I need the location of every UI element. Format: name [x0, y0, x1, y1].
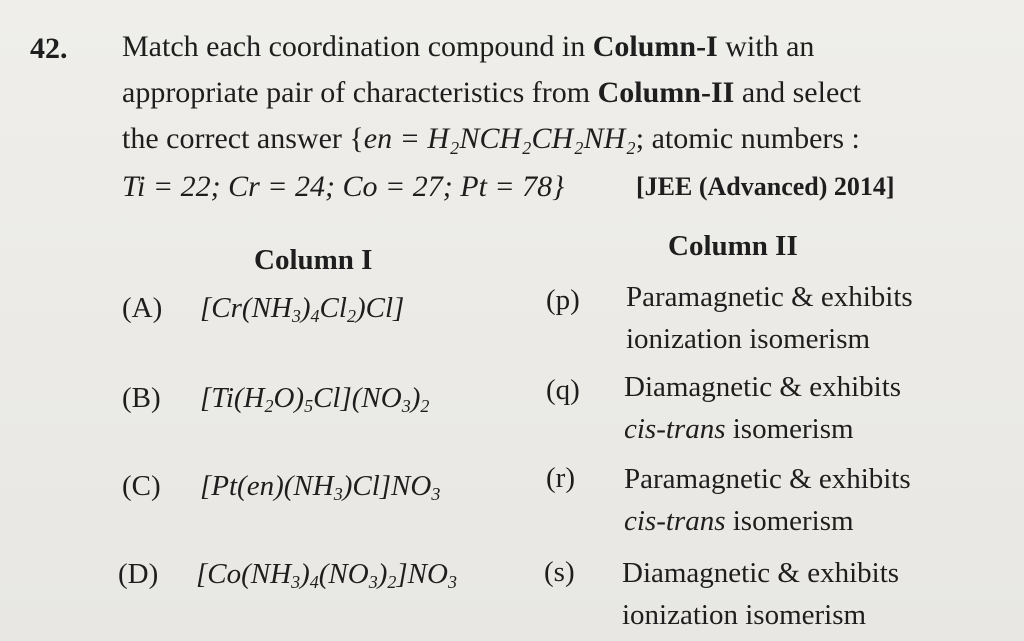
property-italic: cis-trans: [624, 505, 726, 537]
formula-subscript: 4: [309, 572, 319, 592]
formula-part: [Cr(NH: [200, 292, 292, 324]
formula-part: )Cl]NO: [342, 470, 432, 502]
formula-part: (NO: [318, 558, 369, 590]
exam-source: [JEE (Advanced) 2014]: [636, 172, 895, 201]
compound-formula-b: [200, 382, 429, 415]
formula-subscript: 3: [447, 572, 457, 592]
property-s: [622, 552, 899, 636]
compound-label-b: (B): [122, 382, 161, 414]
column-2-ref: Column-II: [597, 76, 735, 109]
question-line-2: [122, 76, 861, 110]
property-text: isomerism: [725, 413, 854, 445]
formula-subscript: 5: [304, 396, 314, 416]
formula-subscript: 2: [264, 396, 274, 416]
formula-subscript: 4: [310, 306, 320, 326]
property-line: Paramagnetic & exhibits: [624, 463, 911, 495]
formula-subscript: 3: [401, 396, 411, 416]
question-text: the correct answer {: [122, 122, 364, 155]
property-italic: cis-trans: [624, 413, 726, 445]
formula-part: ): [377, 558, 388, 590]
property-p: [626, 276, 913, 360]
question-number: 42.: [30, 32, 68, 65]
question-text: appropriate pair of characteristics from: [122, 76, 598, 109]
property-line: Diamagnetic & exhibits: [624, 371, 902, 403]
question-text: with an: [717, 30, 815, 63]
compound-label-d: (D): [118, 558, 159, 590]
property-line: [624, 500, 911, 542]
column-1-ref: Column-I: [592, 30, 718, 63]
property-text: isomerism: [725, 505, 854, 537]
property-text: ionization isomerism: [622, 599, 867, 631]
property-text: ionization isomerism: [626, 323, 871, 355]
formula-subscript: 3: [291, 572, 301, 592]
property-line: [626, 318, 913, 360]
property-q: [624, 366, 901, 450]
formula-subscript: 2: [346, 306, 356, 326]
formula-subscript: 3: [291, 306, 301, 326]
formula-part: [Ti(H: [200, 382, 265, 414]
property-r: [624, 458, 911, 542]
formula-part: [Pt(en)(NH: [200, 470, 334, 502]
property-label-q: (q): [546, 374, 580, 406]
property-line: Diamagnetic & exhibits: [622, 557, 900, 589]
compound-formula-d: [196, 558, 457, 591]
property-label-p: (p): [546, 284, 580, 316]
formula-subscript: 3: [333, 484, 343, 504]
compound-formula-c: [200, 470, 440, 503]
formula-part: ): [300, 292, 311, 324]
formula-subscript: 2: [420, 396, 430, 416]
formula-subscript: 2: [387, 572, 397, 592]
question-text: ; atomic numbers :: [635, 122, 860, 155]
atomic-numbers: Ti = 22; Cr = 24; Co = 27; Pt = 78}: [122, 170, 565, 203]
formula-part: ): [300, 558, 310, 590]
formula-part: [Co(NH: [196, 558, 292, 590]
question-text: and select: [734, 76, 861, 109]
formula-part: ]NO: [396, 558, 448, 590]
compound-label-c: (C): [122, 470, 161, 502]
property-line: Paramagnetic & exhibits: [626, 281, 913, 313]
question-line-3: [122, 122, 860, 156]
formula-subscript: 3: [368, 572, 378, 592]
formula-part: Cl: [319, 292, 347, 324]
property-line: [622, 594, 899, 636]
compound-formula-a: [200, 292, 404, 325]
question-line-1: [122, 30, 814, 64]
en-definition: en = H₂NCH₂CH₂NH₂: [363, 122, 636, 155]
compound-label-a: (A): [122, 292, 163, 324]
column-2-title: Column II: [668, 230, 798, 262]
property-label-r: (r): [546, 462, 575, 494]
formula-part: Cl](NO: [313, 382, 402, 414]
formula-part: )Cl]: [355, 292, 405, 324]
formula-subscript: 3: [431, 484, 441, 504]
property-label-s: (s): [544, 556, 575, 588]
formula-part: O): [273, 382, 305, 414]
property-line: [624, 408, 901, 450]
question-text: Match each coordination compound in: [122, 30, 593, 63]
formula-part: ): [410, 382, 421, 414]
column-1-title: Column I: [254, 244, 373, 276]
